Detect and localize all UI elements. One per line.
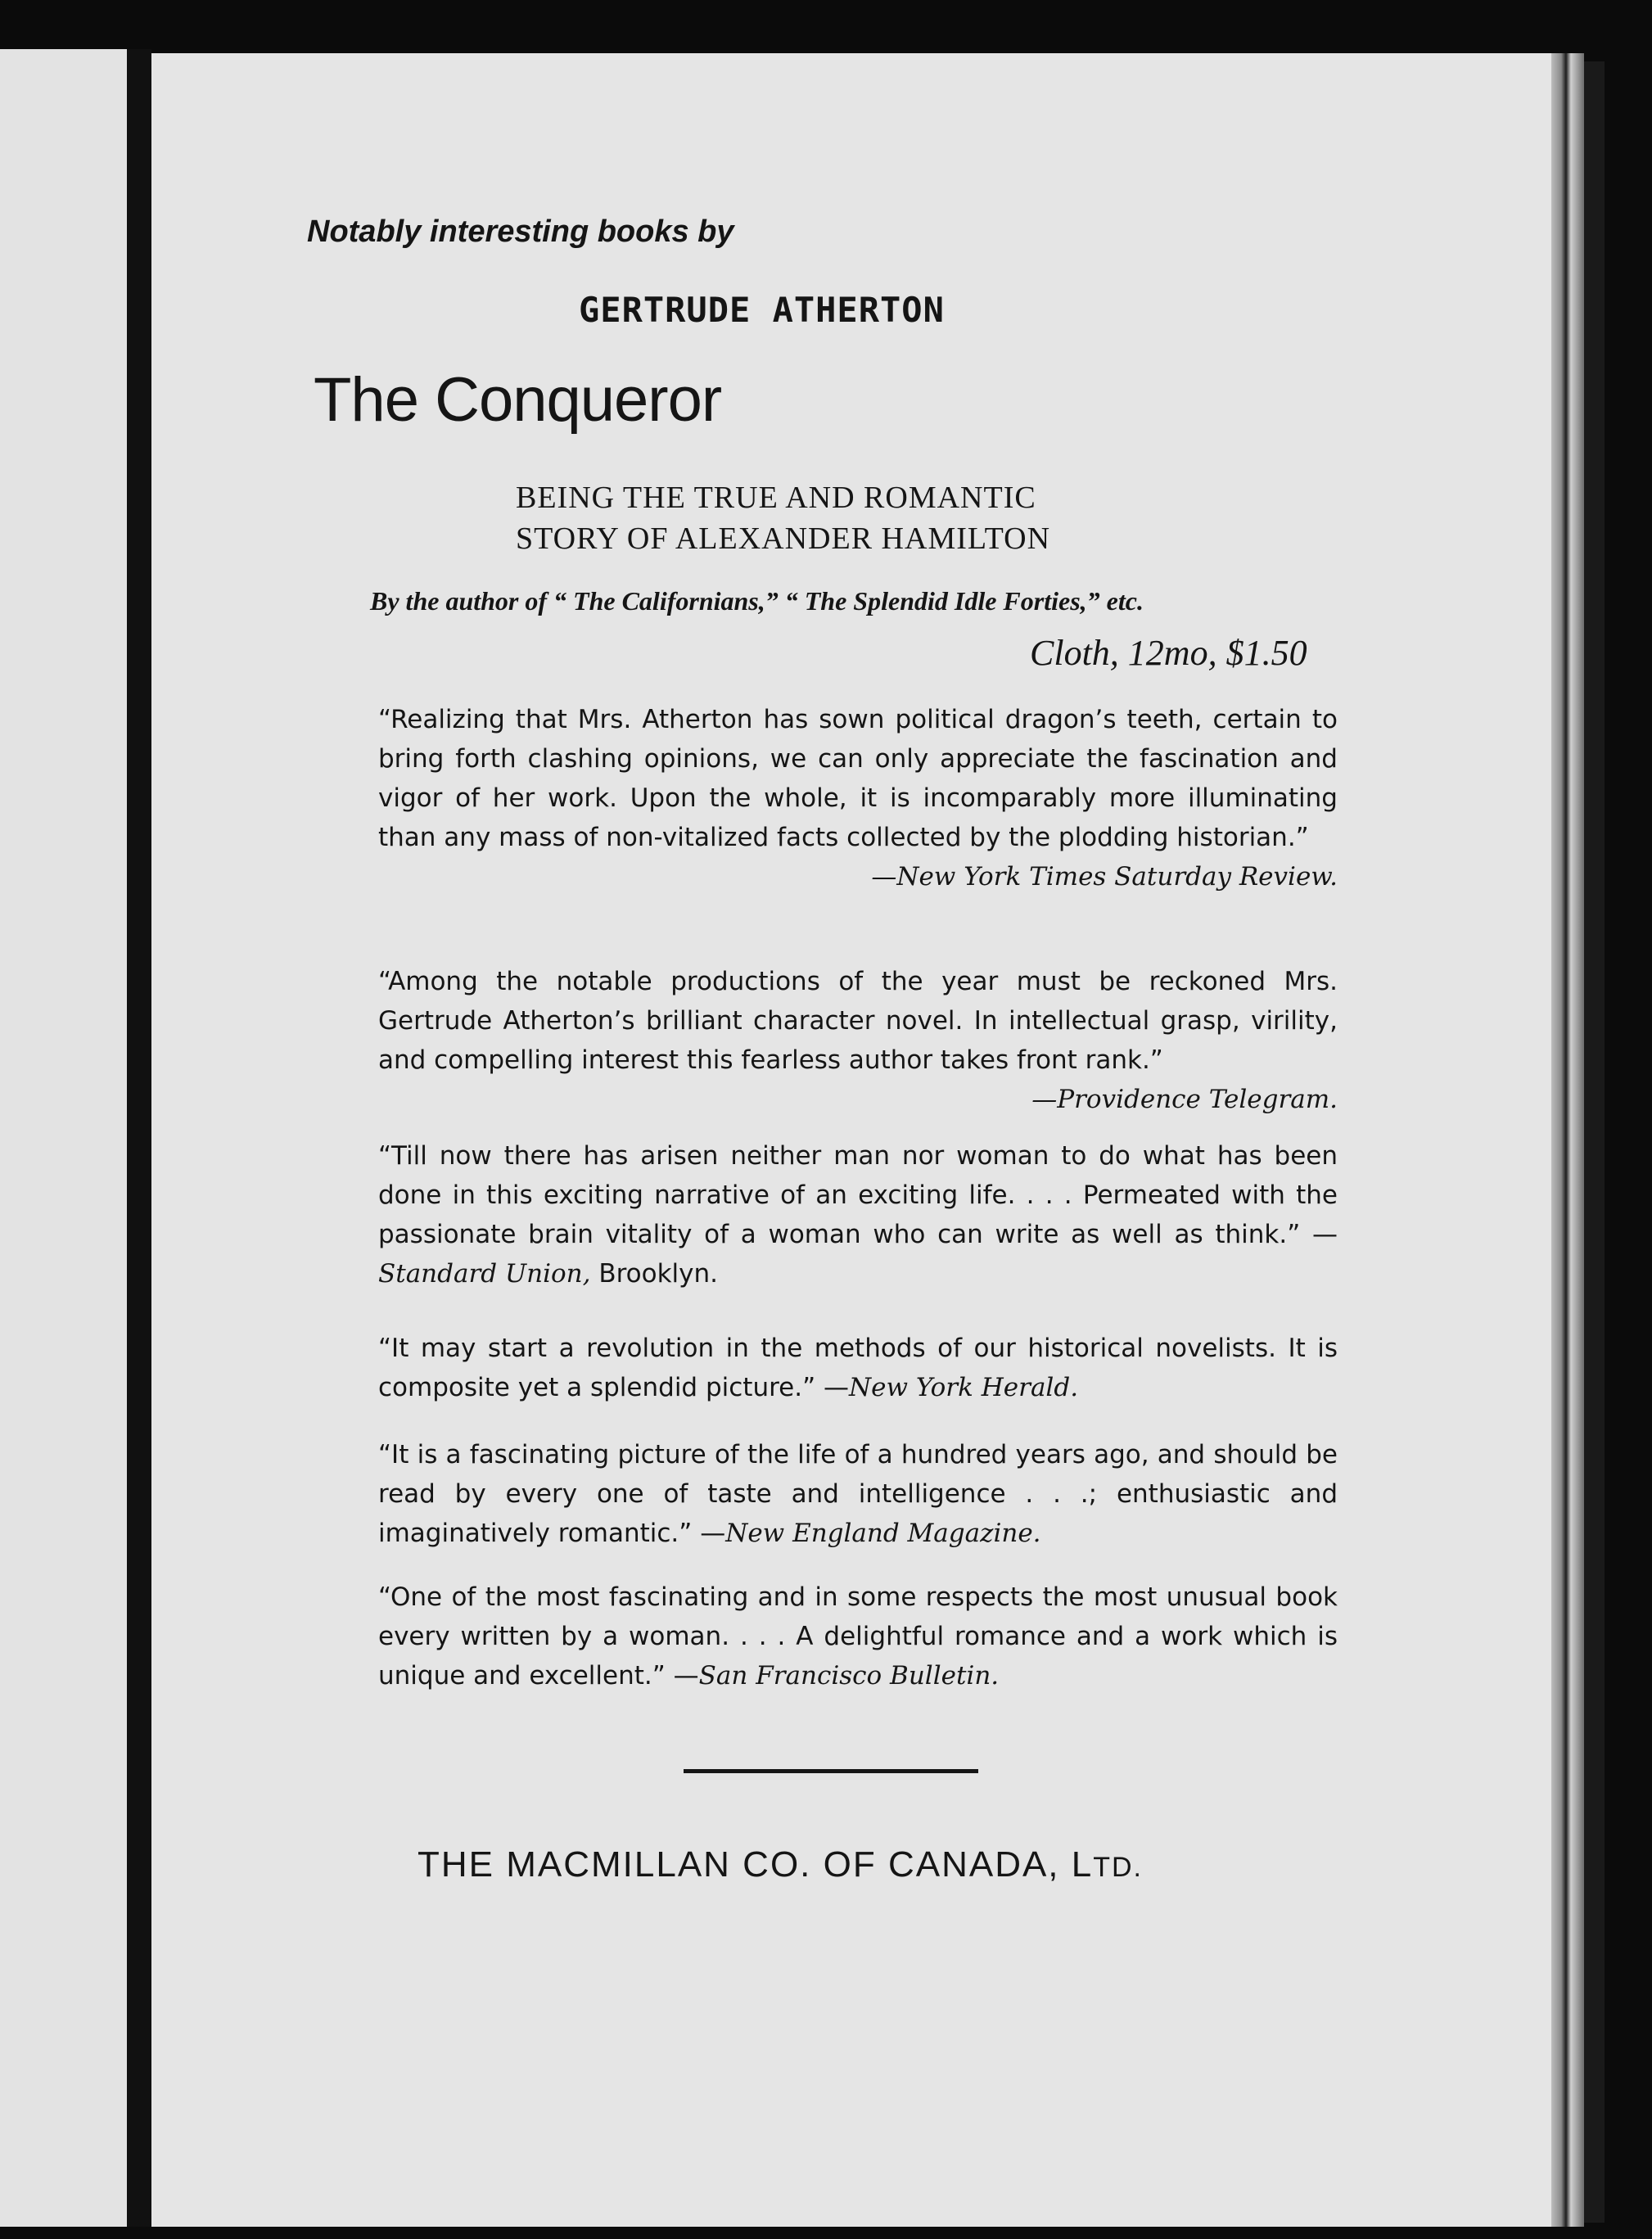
subtitle-line-2: STORY OF ALEXANDER HAMILTON — [516, 521, 1051, 556]
review-nyt — [378, 700, 1338, 896]
publisher — [418, 1844, 1143, 1885]
gutter-border — [127, 49, 151, 2227]
subtitle-line-1: BEING THE TRUE AND ROMANTIC — [516, 481, 1036, 515]
price: Cloth, 12mo, $1.50 — [1030, 633, 1307, 673]
review-source: —New York Times Saturday Review. — [871, 862, 1338, 892]
divider-rule — [684, 1769, 978, 1773]
review-standard-union — [378, 1136, 1338, 1293]
review-source: San Francisco Bulletin. — [698, 1661, 1000, 1691]
review-text: “Among the notable productions of the year must be reckoned Mrs. Gertrude Atherton’s brilliant character novel. In intellectual grasp, virility, and compelling interest this fearless author takes front rank.” — [378, 967, 1338, 1075]
review-providence — [378, 962, 1338, 1119]
publisher-suffix: TD. — [1093, 1852, 1144, 1883]
publisher-name: THE MACMILLAN CO. OF CANADA, L — [418, 1844, 1094, 1885]
review-text: “One of the most fascinating and in some respects the most unusual book every written by a woman. . . . A delightful romance and a work which is unique and excellent.” — — [378, 1582, 1338, 1691]
page-edge-shadow — [1584, 61, 1605, 2223]
review-text: “It is a fascinating picture of the life of a hundred years ago, and should be read by every one of taste and intelligence . . .; enthusiastic and imaginatively romantic.” — — [378, 1440, 1338, 1548]
review-new-england — [378, 1435, 1338, 1553]
book-subtitle — [516, 477, 1050, 559]
review-text: “It may start a revolution in the methods of our historical novelists. It is composite yet a splendid picture.” — — [378, 1334, 1338, 1402]
byline: By the author of “ The Californians,” “ The Splendid Idle Forties,” etc. — [370, 586, 1144, 616]
review-source: New England Magazine. — [725, 1519, 1041, 1548]
review-sf-bulletin — [378, 1578, 1338, 1695]
review-ny-herald — [378, 1329, 1338, 1407]
facing-page — [0, 49, 127, 2227]
review-source-place: Brooklyn. — [590, 1259, 719, 1289]
page-edge — [1551, 53, 1584, 2227]
review-source: New York Herald. — [849, 1373, 1079, 1402]
review-text: “Realizing that Mrs. Atherton has sown political dragon’s teeth, certain to bring forth clashing opinions, we can only appreciate the fascination and vigor of her work. Upon the whole, it is incomparably more illuminating than any mass of non-vitalized facts collected by the plodding historian.” — [378, 705, 1338, 852]
author-name: GERTRUDE ATHERTON — [579, 290, 945, 330]
intro-heading: Notably interesting books by — [307, 214, 734, 249]
review-source: Standard Union, — [378, 1259, 591, 1289]
book-title: The Conqueror — [314, 365, 722, 435]
review-text: “Till now there has arisen neither man nor woman to do what has been done in this exciting narrative of an exciting life. . . . Permeated with the passionate brain vitality of a woman who can write as well as think.” — — [378, 1141, 1338, 1249]
review-source: —Providence Telegram. — [1031, 1085, 1338, 1114]
